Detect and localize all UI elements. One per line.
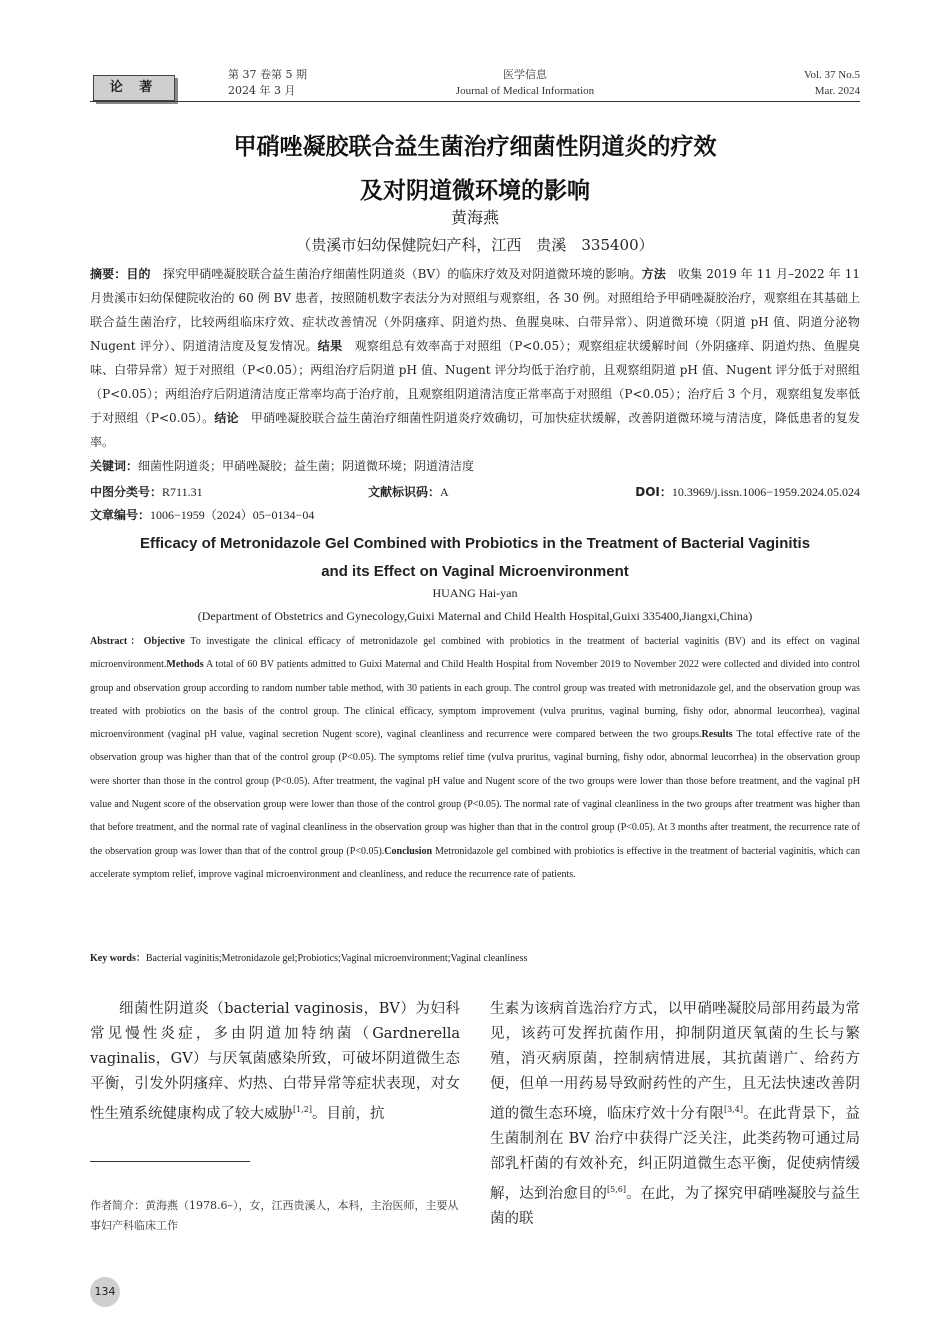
title-en [90,530,860,586]
title-en-line-2: and its Effect on Vaginal Microenvironment [321,563,629,580]
volume-en: Vol. 37 No.5 [803,69,860,81]
objective-text: 探究甲硝唑凝胶联合益生菌治疗细菌性阴道炎（BV）的临床疗效及对阴道微环境的影响。 [150,267,642,281]
citation-ref: [3,4] [724,1105,743,1114]
abstract-en [90,630,860,886]
abstract-en-label: Abstract： [90,636,144,647]
doc-code [368,480,568,504]
results-label: 结果 [317,339,343,353]
conclusion-text: 甲硝唑凝胶联合益生菌治疗细菌性阴道炎疗效确切，可加快症状缓解，改善阴道微环境与清洁度，降低患者的复发率。 [90,411,860,449]
journal-name [395,67,655,99]
date-en: Mar. 2024 [814,85,860,97]
page-number: 134 [90,1277,120,1307]
body-right-column [490,997,860,1232]
methods-en-label: Methods [166,659,204,671]
objective-en-text: To investigate the clinical efficacy of metronidazole gel combined with probiotics in the treatment of bacterial vaginitis (BV) and its effect on vaginal microenvironment. [90,636,860,671]
body-right-text-2: 。在此背景下，益生菌制剂在 BV 治疗中获得广泛关注，此类药物可通过局部乳杆菌的有效补充，纠正阴道微生态平衡，促使病情缓解，达到治愈目的 [490,1105,861,1202]
date-cn: 2024 年 3 月 [228,84,296,97]
citation-ref: [1,2] [293,1105,312,1114]
doi [560,480,860,504]
results-en-label: Results [701,729,733,741]
methods-en-text: A total of 60 BV patients admitted to Guixi Maternal and Child Health Hospital from November 2019 to November 2022 were collected and divided into control group and observation group according to random number table method, with 30 patients in each group. The control group was treated with metronidazole gel, and the observation group was treated with probiotics on the basis of the control group. The clinical efficacy, symptom improvement (vulva pruritus, vaginal burning, fishy odor, abnormal leucorrhea), vaginal microenvironment (vaginal pH value, vaginal secretion Nugent score), vaginal cleanliness and recurrence were compared between the two groups. [90,659,860,741]
header-rule [90,101,860,102]
objective-en-label: Objective [143,636,185,647]
methods-text: 收集 2019 年 11 月–2022 年 11 月贵溪市妇幼保健院收治的 60 例 BV 患者，按照随机数字表法分为对照组与观察组，各 30 例。对照组给予甲硝唑凝胶治疗，观察组在其基础上联合益生菌治疗，比较两组临床疗效、症状改善情况（外阴瘙痒、阴道灼热、鱼腥臭味、白带异常）、阴道微环境（阴道 pH 值、阴道分泌物 Nugent 评分）、阴道清洁度及复发情况。 [90,267,860,353]
body-left-text-1: 细菌性阴道炎（bacterial vaginosis，BV）为妇科常见慢性炎症，多由阴道加特纳菌（Gardnerella vaginalis，GV）与厌氧菌感染所致，可破坏阴道微生态平衡，引发外阴瘙痒、灼热、白带异常等症状表现，对女性生殖系统健康构成了较大威胁 [90,1001,460,1122]
title-en-line-1: Efficacy of Metronidazole Gel Combined with Probiotics in the Treatment of Bacterial Vaginitis [139,535,811,552]
results-text: 观察组总有效率高于对照组（P<0.05）；观察组症状缓解时间（外阴瘙痒、阴道灼热、鱼腥臭味、白带异常）短于对照组（P<0.05）；两组治疗后阴道 pH 值、Nugent 评分均低于治疗前，且观察组阴道 pH 值、Nugent 评分低于对照组（P<0.05）；两组治疗后阴道清洁度正常率均高于治疗前，且观察组阴道清洁度正常率高于对照组（P<0.05）；治疗后 3 个月，观察组复发率低于对照组（P<0.05）。 [90,339,860,425]
author-cn: 黄海燕 [450,208,499,227]
keywords-cn [90,454,860,478]
keywords-en-label: Key words： [90,953,146,964]
body-right-text-3: 。在此，为了探究甲硝唑凝胶与益生菌的联 [490,1185,861,1227]
keywords-en [90,949,860,969]
conclusion-en-text: Metronidazole gel combined with probiotics is effective in the treatment of bacterial vaginitis, which can accelerate symptom relief, improve vaginal microenvironment and cleanliness, and reduce the recurrence rate of patients. [90,845,860,880]
conclusion-en-label: Conclusion [384,845,433,857]
body-left-text-2: 。目前，抗 [311,1105,385,1122]
journal-name-cn: 医学信息 [503,68,547,81]
keywords-cn-text: 细菌性阴道炎；甲硝唑凝胶；益生菌；阴道微环境；阴道清洁度 [138,459,475,473]
citation-ref: [5,6] [607,1184,626,1194]
classification-value: R711.31 [162,485,203,499]
doi-label: DOI： [635,485,672,499]
results-en-text: The total effective rate of the observation group was higher than that of the control group (P<0.05). The symptoms relief time (vulva pruritus, vaginal burning, fishy odor, abnormal leucorrhea) in the observation group were shorter than those in the control group (P<0.05). After treatment, the vaginal pH value and Nugent score of the two groups were lower than those before treatment, and the vaginal pH value and Nugent score of the observation group were lower than those of the control group (P<0.05). The normal rate of vaginal cleanliness in the two groups after treatment was higher than that before treatment, and the normal rate of vaginal cleanliness in the observation group was higher than that in the control group (P<0.05). At 3 months after treatment, the recurrence rate of the observation group was lower than that of the control group (P<0.05). [90,729,860,857]
title-cn-line-2: 及对阴道微环境的影响 [360,178,590,204]
body-right-text-1: 生素为该病首选治疗方式，以甲硝唑凝胶局部用药最为常见，该药可发挥抗菌作用，抑制阴道厌氧菌的生长与繁殖，消灭病原菌，控制病情进展，其抗菌谱广、给药方便，但单一用药易导致耐药性的产生，且无法快速改善阴道的微生态环境，临床疗效十分有限 [490,1001,860,1122]
journal-name-en: Journal of Medical Information [455,85,595,97]
article-number-label: 文章编号： [90,508,151,522]
conclusion-label: 结论 [214,411,239,425]
article-number [90,503,590,527]
keywords-en-text: Bacterial vaginitis;Metronidazole gel;Probiotics;Vaginal microenvironment;Vaginal cleanliness [145,953,528,964]
abstract-cn-label: 摘要： [90,267,127,281]
volume-info-cn [228,67,307,99]
volume-info-en [700,67,860,99]
doi-value: 10.3969/j.issn.1006−1959.2024.05.024 [671,485,860,499]
objective-label: 目的 [126,267,151,281]
classification-label: 中图分类号： [90,485,163,499]
affiliation-en: (Department of Obstetrics and Gynecology,Guixi Maternal and Child Health Hospital,Guixi 335400,Jiangxi,China) [197,609,753,623]
author-footnote: 作者简介：黄海燕（1978.6–），女，江西贵溪人，本科，主治医师，主要从事妇产科临床工作 [90,1199,459,1232]
classification [90,480,350,504]
doc-code-value: A [440,485,449,499]
abstract-cn [90,262,860,454]
affiliation-cn: （贵溪市妇幼保健院妇产科，江西 贵溪 335400） [296,236,654,254]
methods-label: 方法 [641,267,666,281]
doc-code-label: 文献标识码： [368,485,441,499]
article-number-value: 1006−1959（2024）05−0134−04 [150,508,315,522]
keywords-cn-label: 关键词： [90,459,139,473]
body-left-column [90,997,460,1127]
footnote-rule [90,1161,250,1162]
author-en: HUANG Hai-yan [432,586,518,600]
title-cn-line-1: 甲硝唑凝胶联合益生菌治疗细菌性阴道炎的疗效 [233,134,717,160]
section-tag: 论 著 [93,75,175,101]
volume-cn: 第 37 卷第 5 期 [228,68,307,81]
